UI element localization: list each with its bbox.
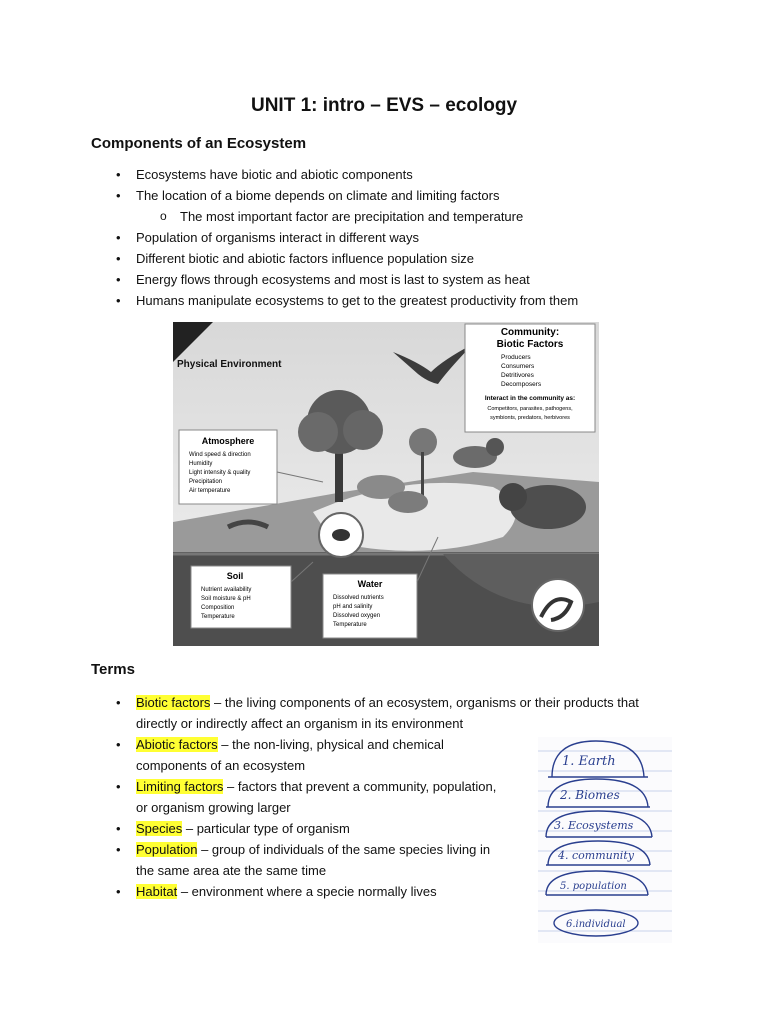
term-habitat: Habitat bbox=[136, 884, 178, 899]
physical-environment-label: Physical Environment bbox=[177, 359, 282, 370]
ecosystem-diagram bbox=[173, 322, 599, 646]
community-title: Community: bbox=[500, 327, 560, 338]
soil-title: Soil bbox=[226, 571, 244, 581]
atmosphere-item: Humidity bbox=[189, 461, 213, 467]
term-definition-cont: components of an ecosystem bbox=[136, 758, 306, 773]
list-item: • Ecosystems have biotic and abiotic components bbox=[116, 164, 578, 185]
community-interact: Interact in the community as: bbox=[484, 395, 576, 402]
water-item: Temperature bbox=[333, 622, 367, 628]
term-limiting-factors: Limiting factors bbox=[136, 779, 224, 794]
term-population: Population bbox=[136, 842, 198, 857]
list-item: • Population of organisms interact in different ways bbox=[116, 227, 578, 248]
water-item: pH and salinity bbox=[333, 604, 373, 610]
term-definition: – the living components of an ecosystem, organisms or their products that bbox=[210, 695, 639, 710]
section-heading-components: Components of an Ecosystem bbox=[91, 135, 307, 152]
term-abiotic-factors: Abiotic factors bbox=[136, 737, 218, 752]
list-item: • The location of a biome depends on climate and limiting factors bbox=[116, 185, 578, 206]
community-item: Detritivores bbox=[501, 372, 534, 379]
community-interact-line: symbionts, predators, herbivores bbox=[490, 415, 570, 421]
level-label: 6.individual bbox=[566, 919, 626, 930]
soil-item: Soil moisture & pH bbox=[201, 596, 251, 602]
community-item: Consumers bbox=[501, 363, 535, 370]
term-definition: – group of individuals of the same species living in bbox=[197, 842, 491, 857]
term-definition-cont: directly or indirectly affect an organism in its environment bbox=[136, 716, 464, 731]
term-biotic-factors: Biotic factors bbox=[136, 695, 211, 710]
soil-item: Nutrient availability bbox=[201, 587, 252, 593]
water-item: Dissolved nutrients bbox=[333, 595, 384, 601]
list-item: • Energy flows through ecosystems and most is last to system as heat bbox=[116, 269, 578, 290]
soil-item: Composition bbox=[201, 605, 235, 611]
term-definition: – particular type of organism bbox=[182, 821, 350, 836]
level-label: 5. population bbox=[560, 881, 627, 892]
level-label: 3. Ecosystems bbox=[554, 819, 634, 832]
soil-item: Temperature bbox=[201, 614, 235, 620]
page-title: UNIT 1: intro – EVS – ecology bbox=[250, 95, 518, 116]
term-definition-cont: the same area ate the same time bbox=[136, 863, 327, 878]
term-definition: – the non-living, physical and chemical bbox=[217, 737, 444, 752]
term-definition: – environment where a specie normally lives bbox=[177, 884, 437, 899]
section-heading-terms: Terms bbox=[91, 661, 135, 678]
atmosphere-item: Light intensity & quality bbox=[189, 470, 251, 476]
atmosphere-item: Precipitation bbox=[189, 479, 223, 485]
atmosphere-item: Air temperature bbox=[189, 488, 231, 494]
community-interact-line: Competitors, parasites, pathogens, bbox=[487, 406, 573, 412]
term-definition-cont: or organism growing larger bbox=[136, 800, 291, 815]
handwritten-levels-sketch bbox=[538, 737, 672, 943]
components-list bbox=[116, 164, 578, 311]
water-title: Water bbox=[357, 579, 383, 589]
term-species: Species bbox=[136, 821, 183, 836]
list-item: • Humans manipulate ecosystems to get to the greatest productivity from them bbox=[116, 290, 578, 311]
atmosphere-title: Atmosphere bbox=[201, 436, 255, 446]
list-item: • Different biotic and abiotic factors influence population size bbox=[116, 248, 578, 269]
community-subtitle: Biotic Factors bbox=[496, 339, 564, 350]
community-item: Producers bbox=[501, 354, 531, 361]
level-label: 2. Biomes bbox=[560, 788, 620, 802]
level-label: 4. community bbox=[558, 849, 634, 862]
level-label: 1. Earth bbox=[562, 754, 616, 769]
community-item: Decomposers bbox=[501, 381, 542, 388]
water-item: Dissolved oxygen bbox=[333, 613, 381, 619]
atmosphere-item: Wind speed & direction bbox=[189, 452, 251, 458]
term-definition: – factors that prevent a community, population, bbox=[223, 779, 497, 794]
sub-list-item: o The most important factor are precipitation and temperature bbox=[116, 206, 578, 227]
term-item bbox=[116, 692, 639, 734]
